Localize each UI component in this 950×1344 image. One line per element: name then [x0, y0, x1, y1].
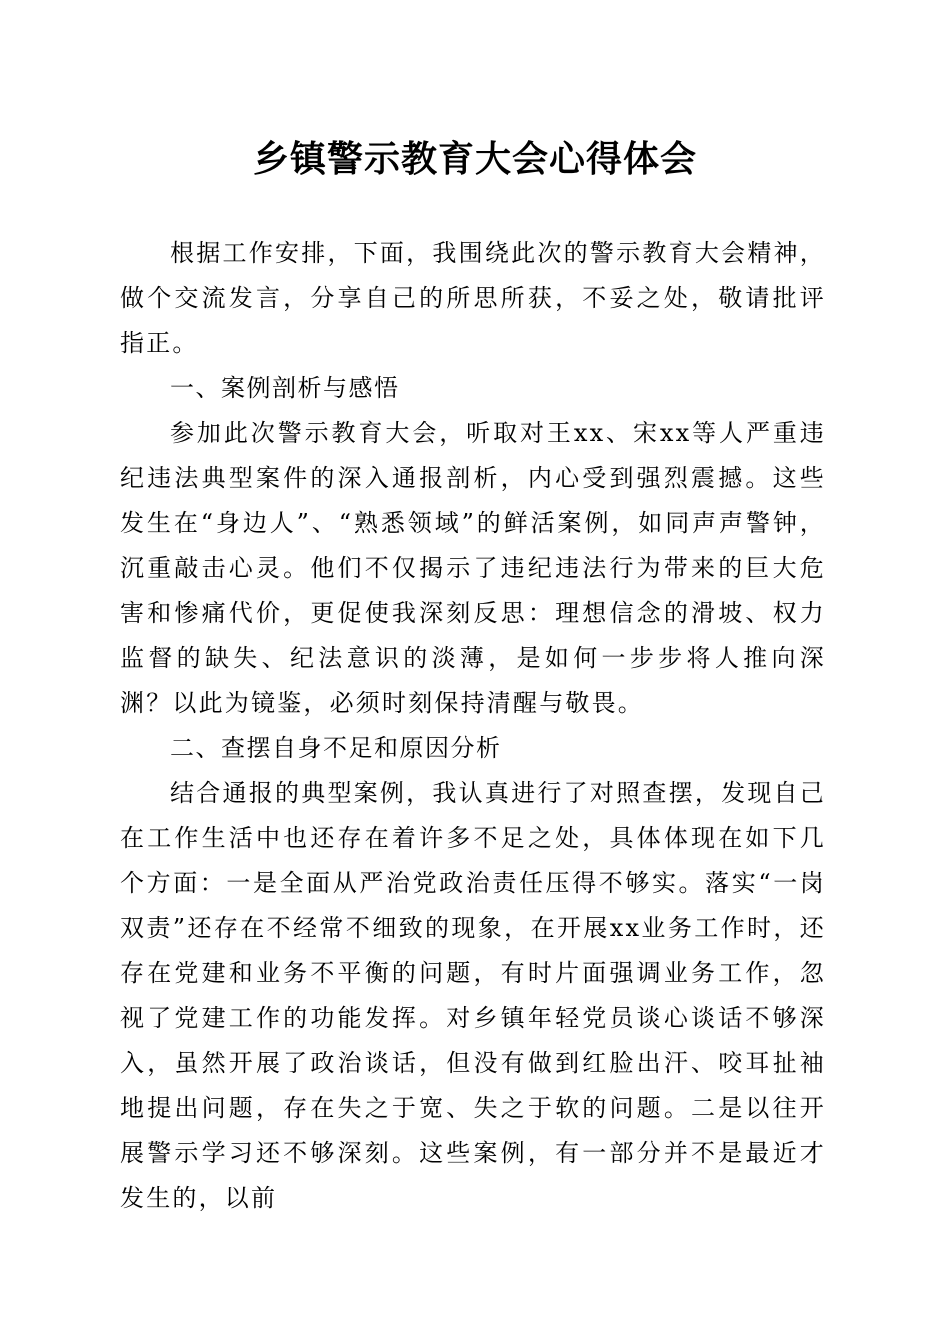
document-body: [120, 231, 826, 1221]
document-title: 乡镇警示教育大会心得体会: [252, 138, 697, 180]
section-paragraph-2: 结合通报的典型案例，我认真进行了对照查摆，发现自己在工作生活中也还存在着许多不足之处，具体体现在如下几个方面：一是全面从严治党政治责任压得不够实。落实“一岗双责”还存在不经常不细致的现象，在开展xx业务工作时，还存在党建和业务不平衡的问题，有时片面强调业务工作，忽视了党建工作的功能发挥。对乡镇年轻党员谈心谈话不够深入，虽然开展了政治谈话，但没有做到红脸出汗、咬耳扯袖地提出问题，存在失之于宽、失之于软的问题。二是以往开展警示学习还不够深刻。这些案例，有一部分并不是最近才发生的，以前: [120, 779, 826, 1212]
intro-paragraph: 根据工作安排，下面，我围绕此次的警示教育大会精神，做个交流发言，分享自己的所思所获，不妥之处，敬请批评指正。: [120, 239, 826, 357]
section-heading-2: 二、查摆自身不足和原因分析: [170, 734, 502, 762]
section-paragraph-1: 参加此次警示教育大会，听取对王xx、宋xx等人严重违纪违法典型案件的深入通报剖析，内心受到强烈震撼。这些发生在“身边人”、“熟悉领域”的鲜活案例，如同声声警钟，沉重敲击心灵。他们不仅揭示了违纪违法行为带来的巨大危害和惨痛代价，更促使我深刻反思：理想信念的滑坡、权力监督的缺失、纪法意识的淡薄，是如何一步步将人推向深渊？以此为镜鉴，必须时刻保持清醒与敬畏。: [120, 419, 826, 717]
section-heading-1: 一、案例剖析与感悟: [170, 374, 400, 402]
